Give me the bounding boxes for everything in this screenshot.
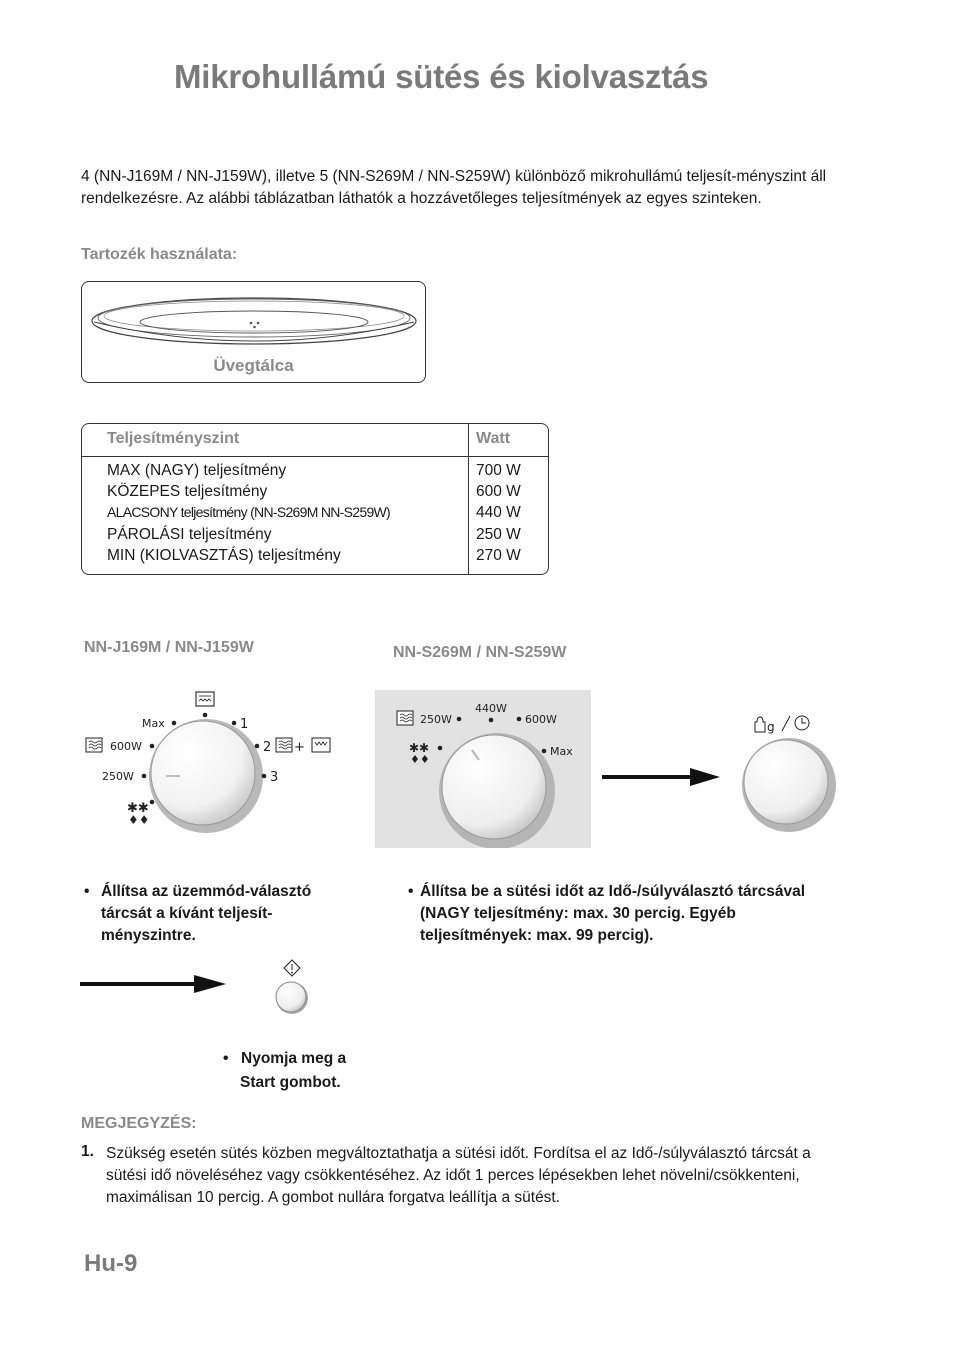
table-row-watt: 270 W xyxy=(476,546,521,564)
svg-text:+: + xyxy=(294,740,305,755)
power-level-column xyxy=(107,460,390,566)
note-heading: MEGJEGYZÉS: xyxy=(81,1115,197,1132)
svg-text:250W: 250W xyxy=(102,770,134,783)
microwave-icon xyxy=(86,738,102,752)
note-number: 1. xyxy=(81,1143,94,1160)
svg-text:600W: 600W xyxy=(525,713,557,726)
page-number: Hu-9 xyxy=(84,1250,138,1277)
table-row-level: PÁROLÁSI teljesítmény xyxy=(107,525,272,543)
glass-tray-label: Üvegtálca xyxy=(213,356,294,375)
accessory-heading: Tartozék használata: xyxy=(81,246,238,263)
microwave-icon xyxy=(276,738,292,752)
table-row-level: MAX (NAGY) teljesítmény xyxy=(107,462,287,479)
svg-text:250W: 250W xyxy=(420,713,452,726)
svg-text:600W: 600W xyxy=(110,740,142,753)
svg-text:g: g xyxy=(767,720,775,734)
weight-icon xyxy=(755,717,765,732)
table-row-watt: 700 W xyxy=(476,462,521,479)
accessory-box xyxy=(81,281,426,383)
instruction-press-start-2: Start gombot. xyxy=(240,1074,341,1091)
bullet-dot: • xyxy=(223,1050,229,1067)
timer-weight-dial[interactable] xyxy=(736,710,836,835)
defrost-icon: ✱✱ xyxy=(127,801,149,816)
svg-text:♦♦: ♦♦ xyxy=(128,813,150,827)
instruction-set-mode: Állítsa az üzemmód-választó tárcsát a kívánt teljesít-ményszintre. xyxy=(101,883,312,944)
svg-text:♦♦: ♦♦ xyxy=(410,753,430,766)
instruction-press-start-1: Nyomja meg a xyxy=(241,1050,347,1067)
table-row-watt: 600 W xyxy=(476,483,521,501)
svg-text:3: 3 xyxy=(270,770,279,785)
table-row-watt: 250 W xyxy=(476,525,521,543)
power-table xyxy=(81,423,549,575)
start-button[interactable] xyxy=(268,956,314,1016)
table-row-watt: 440 W xyxy=(476,504,521,522)
bullet-dot: • xyxy=(84,883,90,900)
intro-paragraph: 4 (NN-J169M / NN-J159W), illetve 5 (NN-S269M / NN-S259W) különböző mikrohullámú teljesít-ményszint áll rendelkezésre. Az alábbi táblázatban láthatók a hozzávetőleges teljesítmények az egyes szinteken. xyxy=(81,168,827,207)
glass-tray-illustration xyxy=(82,282,427,357)
table-row-level: MIN (KIOLVASZTÁS) teljesítmény xyxy=(107,546,341,564)
microwave-icon xyxy=(397,711,413,725)
bullet-dot: • xyxy=(408,883,414,900)
arrow-right-icon xyxy=(80,973,230,995)
watt-column xyxy=(476,460,521,566)
svg-text:1: 1 xyxy=(240,717,249,732)
table-row-level: ALACSONY teljesítmény (NN-S269M NN-S259W) xyxy=(107,504,391,521)
svg-text:Max: Max xyxy=(142,717,165,730)
note-text: Szükség esetén sütés közben megváltoztathatja a sütési időt. Fordítsa el az Idő-/súlyválasztó tárcsát a sütési idő növeléséhez vagy csökkentéséhez. Az időt 1 perces lépésekben lehet növelni/csökkenteni, maximálisan 10 percig. A gombot nullára forgatva leállítja a sütést. xyxy=(106,1145,811,1206)
svg-text:440W: 440W xyxy=(475,702,507,715)
model-label-j: NN-J169M / NN-J159W xyxy=(84,639,254,656)
power-dial-j[interactable] xyxy=(80,686,340,846)
power-dial-s[interactable] xyxy=(375,690,591,848)
table-row-level: KÖZEPES teljesítmény xyxy=(107,483,268,501)
svg-text:Max: Max xyxy=(550,745,573,758)
svg-text:2: 2 xyxy=(263,740,272,755)
model-label-s: NN-S269M / NN-S259W xyxy=(393,644,567,661)
arrow-right-icon xyxy=(602,766,722,788)
defrost-icon: ✱✱ xyxy=(409,741,430,755)
watt-header: Watt xyxy=(476,430,511,447)
instruction-set-time: Állítsa be a sütési időt az Idő-/súlyválasztó tárcsával (NAGY teljesítmény: max. 30 percig. Egyéb teljesítmények: max. 99 percig). xyxy=(420,883,806,944)
page-title: Mikrohullámú sütés és kiolvasztás xyxy=(174,58,709,95)
power-level-header: Teljesítményszint xyxy=(107,430,240,447)
